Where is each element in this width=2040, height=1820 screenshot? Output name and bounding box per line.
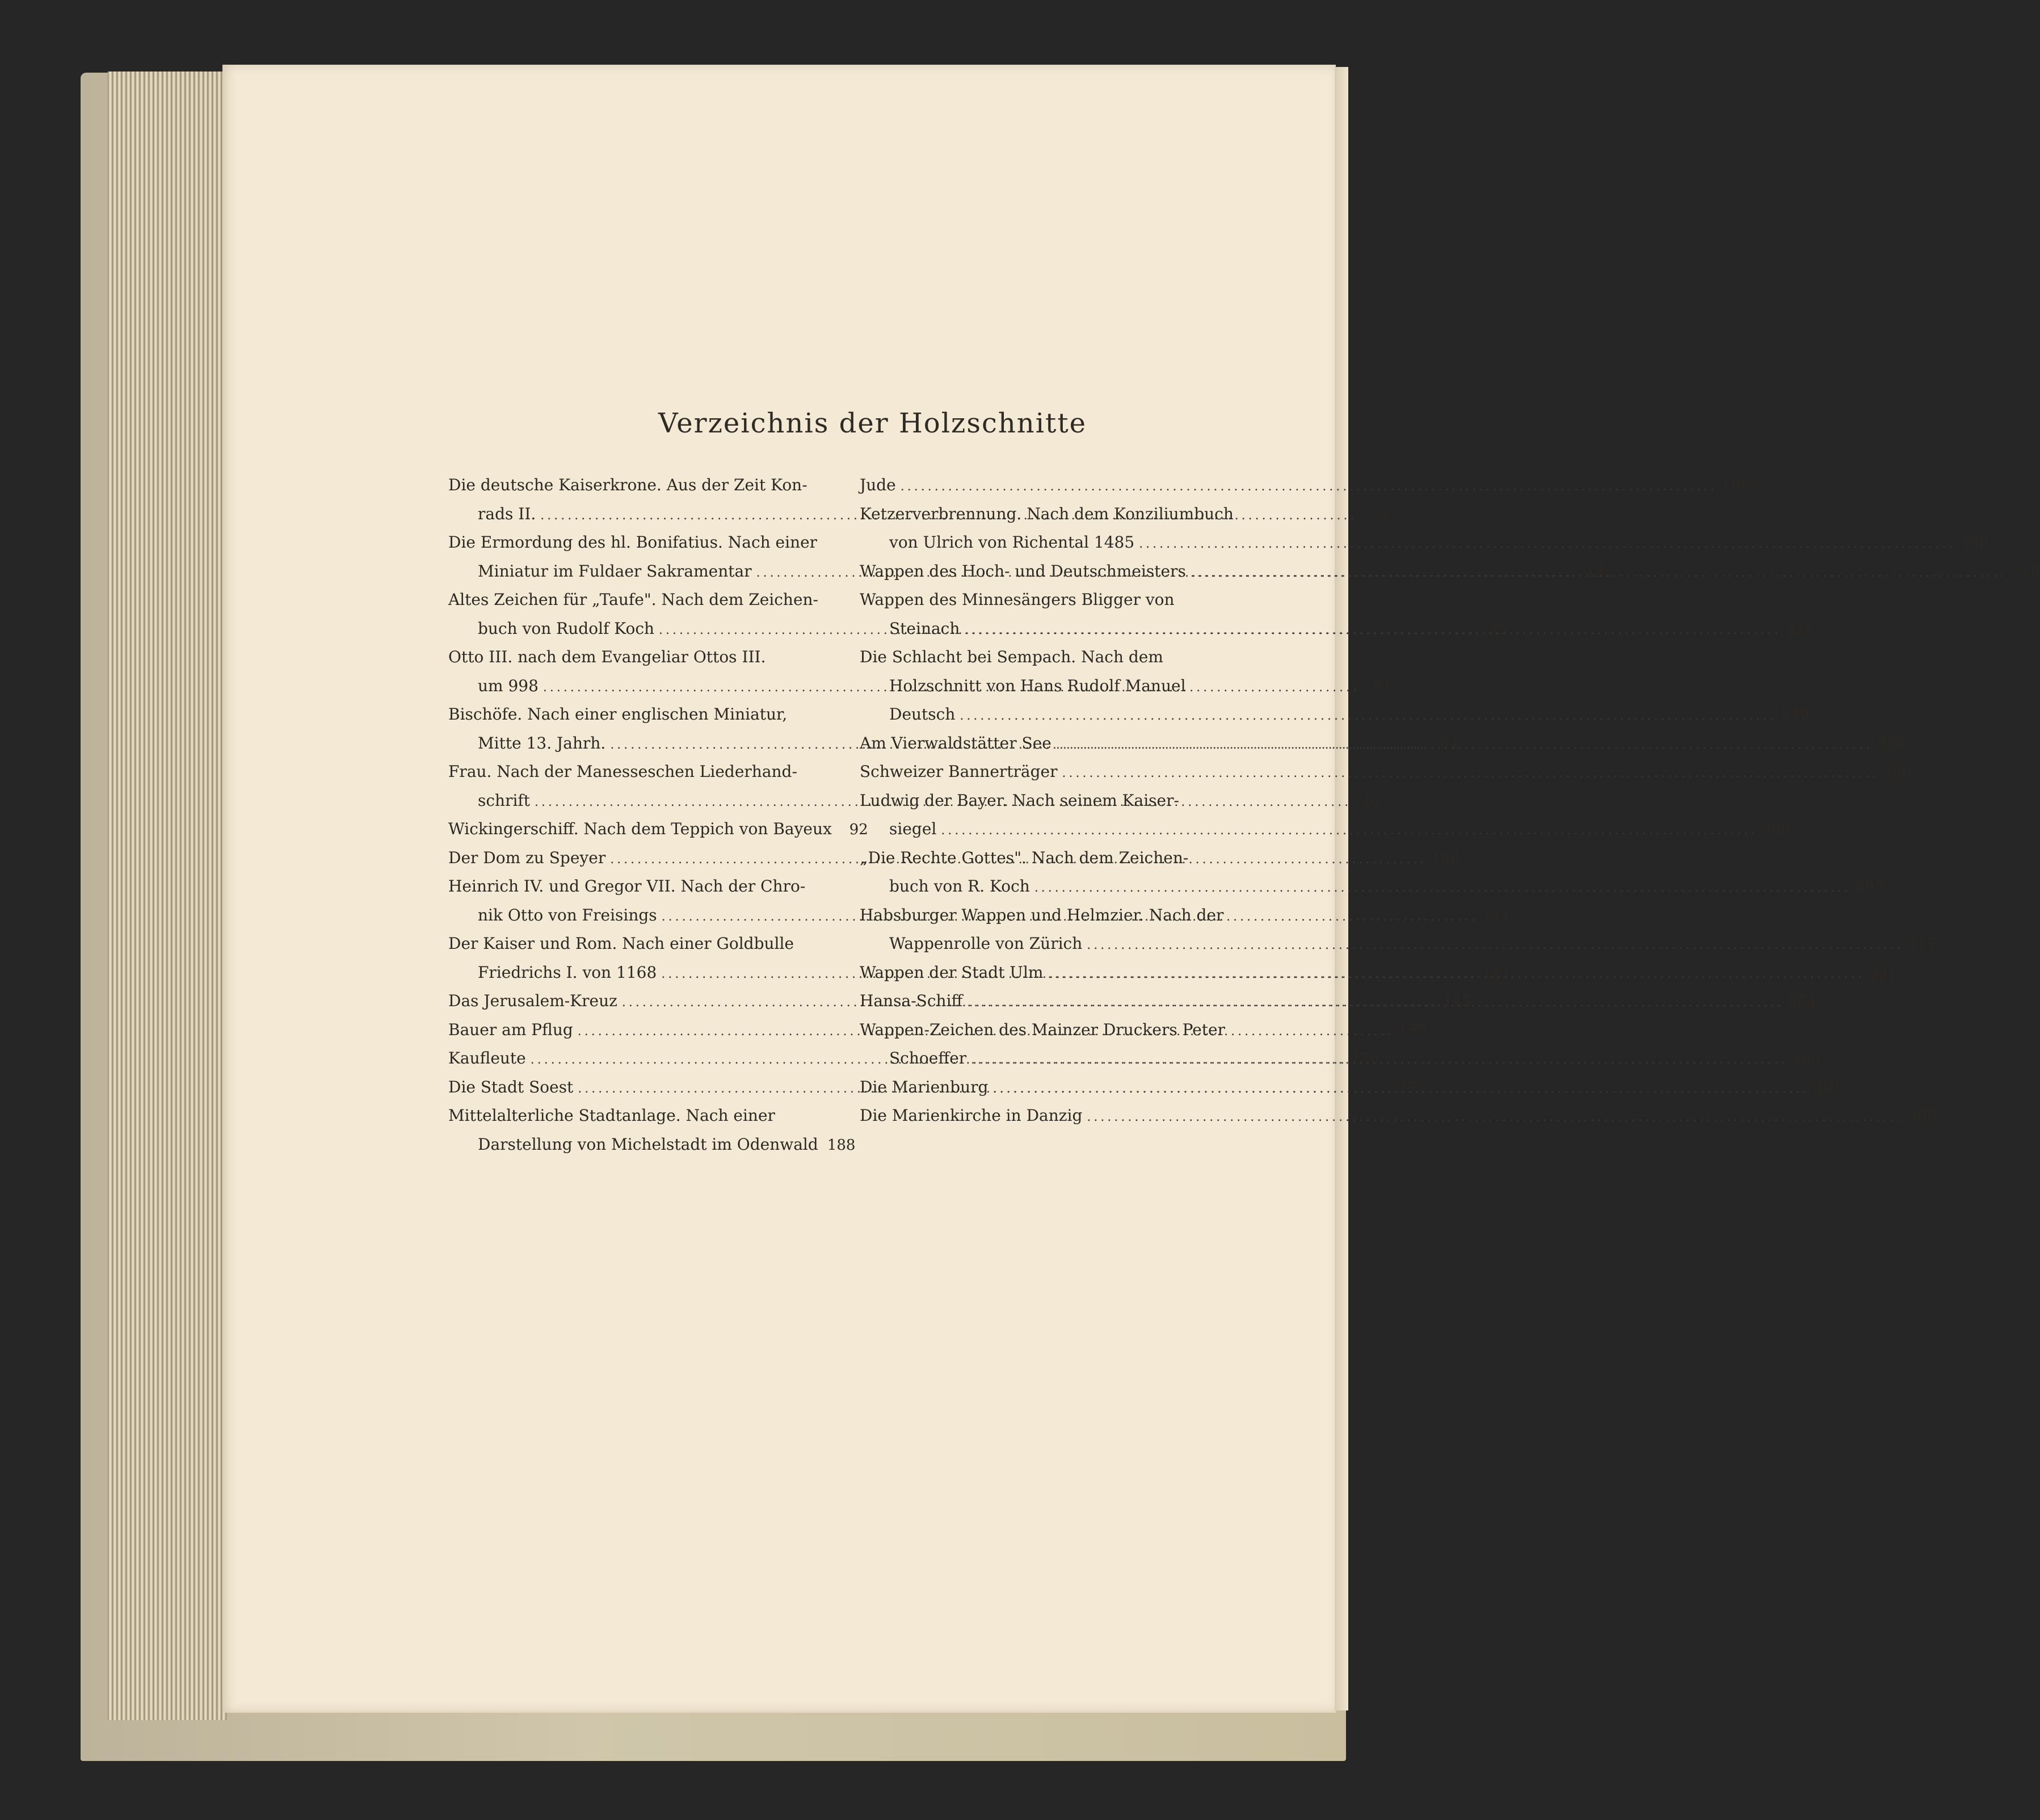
toc-entry-text: Schweizer Bannerträger	[860, 762, 1058, 781]
leader-dots	[941, 817, 1757, 846]
toc-page-number: 386	[1908, 1108, 1937, 1125]
toc-entry-line	[860, 500, 1234, 529]
toc-entry-line	[860, 643, 1234, 672]
toc-entry-text: Ketzerverbrennung. Nach dem Konziliumbuch	[860, 504, 1234, 523]
toc-entry-text: Die Stadt Soest	[448, 1077, 574, 1096]
toc-entry-text: buch von R. Koch	[889, 877, 1030, 896]
toc-page-number: 64	[1440, 735, 1459, 753]
toc-entry-text: Frau. Nach der Manesseschen Liederhand-	[448, 762, 797, 781]
toc-entry-text: Miniatur im Fuldaer Sakramentar	[478, 561, 752, 581]
leader-dots	[1034, 874, 1851, 903]
leader-dots	[901, 473, 1717, 502]
toc-entry-line	[860, 615, 1814, 644]
toc-page-number: 218	[2012, 563, 2040, 581]
toc-entry-line	[860, 1102, 1937, 1130]
toc-entry-line	[448, 1102, 823, 1130]
toc-entry-line	[860, 844, 1234, 873]
toc-entry-text: Die Schlacht bei Sempach. Nach dem	[860, 648, 1163, 666]
leader-dots	[1062, 759, 1879, 788]
toc-page-number: 209	[1960, 535, 1988, 552]
toc-page-number: 188	[827, 1136, 856, 1154]
leader-dots	[1191, 559, 2007, 588]
toc-page-number: 196	[1721, 477, 1750, 494]
toc-entry-text: nik Otto von Freisings	[478, 905, 657, 924]
toc-entry-text: Das Jerusalem-Kreuz	[448, 991, 617, 1010]
toc-page-number: 5	[1379, 506, 1389, 523]
toc-entry-text: Der Dom zu Speyer	[448, 848, 606, 867]
toc-entry-text: Altes Zeichen für „Taufe". Nach dem Zeichen-	[448, 590, 819, 609]
leader-dots	[1056, 731, 1873, 760]
toc-entry-text: Hansa-Schiff	[860, 991, 963, 1010]
toc-entry-text: Die deutsche Kaiserkrone. Aus der Zeit Kon-	[448, 476, 807, 494]
toc-page-number: 295	[1856, 879, 1884, 896]
toc-entry-line	[448, 872, 823, 901]
toc-entry-text: um 998	[478, 676, 539, 695]
toc-entry-text: siegel	[889, 819, 937, 838]
toc-page-number: 82	[1364, 792, 1383, 810]
toc-entry-line	[860, 700, 1810, 729]
toc-page-number: 280	[1762, 821, 1791, 838]
toc-entry-text: Wickingerschiff. Nach dem Teppich von Bayeux	[448, 819, 832, 838]
toc-page-number: 111	[1482, 907, 1511, 924]
toc-entry-text: Kaufleute	[448, 1049, 526, 1067]
toc-entry-text: Wappen der Stadt Ulm	[860, 962, 1044, 982]
toc-entry-text: Habsburger Wappen und Helmzier. Nach der	[860, 905, 1224, 924]
leader-dots	[1048, 960, 1864, 989]
toc-page-number: 354	[1788, 993, 1817, 1010]
toc-entry-text: Am Vierwaldstätter See	[860, 733, 1051, 753]
toc-page-number: 380	[1792, 1050, 1820, 1067]
toc-page-number: 25	[1488, 620, 1508, 638]
toc-entry-text: Die Marienburg	[860, 1077, 989, 1096]
toc-entry-text: Otto III. nach dem Evangeliar Ottos III.	[448, 648, 766, 666]
toc-entry-line	[860, 758, 1912, 787]
toc-page-number: 121	[1482, 964, 1511, 982]
leader-dots	[960, 702, 1776, 731]
toc-entry-line	[448, 758, 823, 787]
leader-dots	[964, 616, 1781, 645]
toc-page-number: 14	[1585, 563, 1605, 581]
toc-page-number: 225	[1785, 620, 1814, 638]
toc-entry-text: Die Marienkirche in Danzig	[860, 1106, 1083, 1125]
toc-entry-line	[448, 586, 823, 615]
toc-entry-text: Schoeffer	[889, 1049, 967, 1067]
toc-entry-line	[860, 1016, 1234, 1045]
leader-dots	[1087, 1103, 1903, 1132]
page-edges	[108, 72, 227, 1720]
toc-entry-line	[448, 643, 823, 672]
toc-entry-line	[860, 787, 1234, 816]
toc-entry-text: schrift	[478, 791, 531, 810]
toc-entry-text: rads II.	[478, 504, 536, 523]
toc-page-number: 249	[1781, 707, 1810, 724]
toc-entry-text: Holzschnitt von Hans Rudolf Manuel	[889, 676, 1186, 695]
toc-entry-line	[860, 901, 1234, 930]
toc-entry-text: Die Ermordung des hl. Bonifatius. Nach einer	[448, 533, 818, 552]
toc-page-number: 155	[1398, 1022, 1427, 1039]
toc-entry-line	[448, 471, 823, 500]
toc-entry-line	[860, 872, 1884, 901]
toc-page-number: 260	[1883, 764, 1912, 781]
toc-entry-text: „Die Rechte Gottes". Nach dem Zeichen-	[860, 848, 1189, 867]
page-title: Verzeichnis der Holzschnitte	[658, 407, 1087, 439]
toc-entry-text: Heinrich IV. und Gregor VII. Nach der Chro-	[448, 877, 806, 896]
toc-entry-text: Mittelalterliche Stadtanlage. Nach einer	[448, 1106, 775, 1125]
toc-page-number: 331	[1869, 964, 1898, 982]
leader-dots	[992, 1075, 1809, 1104]
toc-entry-line	[448, 700, 823, 729]
toc-entry-line	[448, 528, 823, 557]
toc-entry-text: Wappen des Hoch- und Deutschmeisters	[860, 561, 1186, 581]
leader-dots	[967, 989, 1784, 1018]
toc-entry-text: Wappenrolle von Zürich	[889, 934, 1083, 953]
toc-page-number: 145	[1443, 993, 1471, 1010]
toc-entry-text: Friedrichs I. von 1168	[478, 962, 657, 982]
toc-entry-text: Steinach	[889, 619, 960, 638]
toc-entry-text: von Ulrich von Richental 1485	[889, 533, 1135, 552]
leader-dots	[1139, 530, 1955, 559]
toc-entry-line	[860, 815, 1791, 844]
toc-entry-text: Deutsch	[889, 705, 956, 724]
leader-dots	[971, 1046, 1787, 1075]
toc-page-number: 317	[1908, 936, 1937, 953]
toc-page-number: 250	[1877, 735, 1906, 753]
toc-entry-line	[860, 528, 1988, 557]
toc-entry-text: Wappen des Minnesängers Bligger von	[860, 590, 1175, 609]
toc-entry-text: Ludwig der Bayer. Nach seinem Kaiser-	[860, 791, 1179, 810]
toc-page-number: 177	[1399, 1079, 1428, 1096]
toc-entry-line	[860, 672, 1234, 701]
toc-entry-text: Bauer am Pflug	[448, 1020, 573, 1039]
toc-entry-text: Wappen-Zeichen des Mainzer Druckers Peter	[860, 1020, 1225, 1039]
toc-entry-line	[448, 1130, 856, 1159]
toc-entry-line	[860, 930, 1937, 959]
toc-entry-text: buch von Rudolf Koch	[478, 619, 655, 638]
toc-entry-line	[448, 930, 823, 959]
toc-entry-line	[860, 586, 1234, 615]
toc-page-number: 92	[849, 821, 868, 838]
toc-entry-text: Der Kaiser und Rom. Nach einer Goldbulle	[448, 934, 794, 953]
toc-entry-text: Darstellung von Michelstadt im Odenwald	[478, 1134, 818, 1154]
toc-page-number: 176	[1351, 1050, 1380, 1067]
toc-entry-text: Mitte 13. Jahrh.	[478, 733, 606, 753]
leader-dots	[1087, 931, 1903, 960]
toc-page-number: 100	[1431, 850, 1460, 867]
toc-entry-text: Jude	[860, 476, 896, 494]
toc-entry-line	[860, 471, 1750, 500]
toc-page-number: 51	[1373, 678, 1392, 695]
toc-entry-line	[448, 815, 868, 844]
toc-entry-text: Bischöfe. Nach einer englischen Miniatur,	[448, 705, 788, 724]
toc-page-number: 381	[1814, 1079, 1843, 1096]
